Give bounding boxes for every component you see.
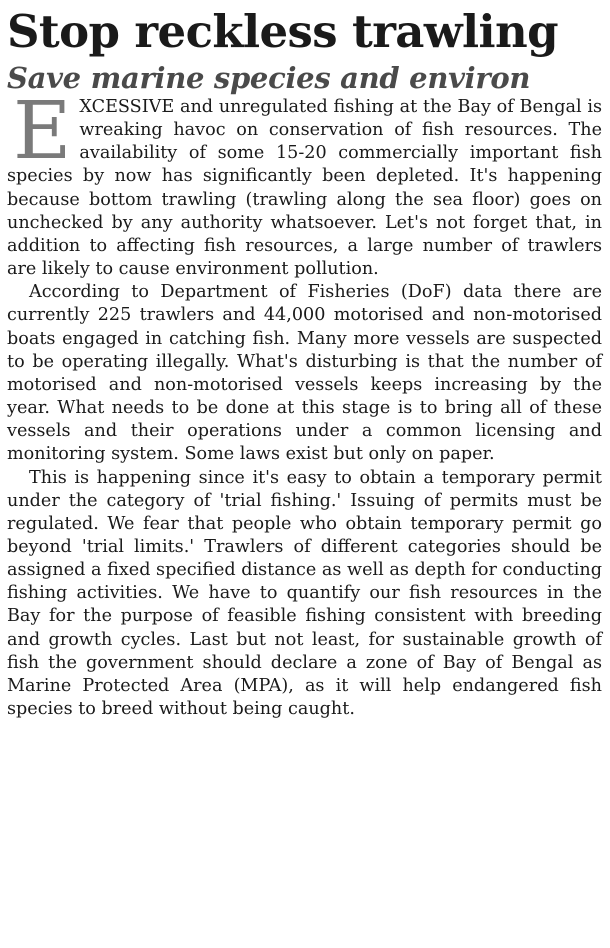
- drop-cap: E: [13, 84, 72, 177]
- article-headline: Stop reckless trawling: [7, 5, 558, 58]
- article-paragraph-1: [7, 84, 602, 281]
- article-body: [7, 84, 602, 721]
- article-subheadline: Save marine species and environ: [7, 61, 531, 95]
- article-paragraph-3: This is happening since it's easy to obtain a temporary permit under the category of 'trial fishing.' Issuing of permits must be regulated. We fear that people who obtain temporary permit go beyond 'trial limits.' Trawlers of different categories should be assigned a fixed specified distance as well as depth for conducting fishing activities. We have to quantify our fish resources in the Bay for the purpose of feasible fishing consistent with breeding and growth cycles. Last but not least, for sustainable growth of fish the government should declare a zone of Bay of Bengal as Marine Protected Area (MPA), as it will help endangered fish species to breed without being caught.: [7, 467, 602, 720]
- article-paragraph-2: According to Department of Fisheries (DoF) data there are currently 225 trawlers and 44,000 motorised and non-motorised boats engaged in catching fish. Many more vessels are suspected to be operating illegally. What's disturbing is that the number of motorised and non-motorised vessels keeps increasing by the year. What needs to be done at this stage is to bring all of these vessels and their operations under a common licensing and monitoring system. Some laws exist but only on paper.: [7, 282, 602, 465]
- paragraph-text: XCESSIVE and unregulated fishing at the Bay of Bengal is wreaking havoc on conservation of fish resources. The availability of some 15-20 commercially important fish species by now has significantly been depleted. It's happening because bottom trawling (trawling along the sea floor) goes on unchecked by any authority whatsoever. Let's not forget that, in addition to affecting fish resources, a large number of trawlers are likely to cause environment pollution.: [7, 97, 602, 280]
